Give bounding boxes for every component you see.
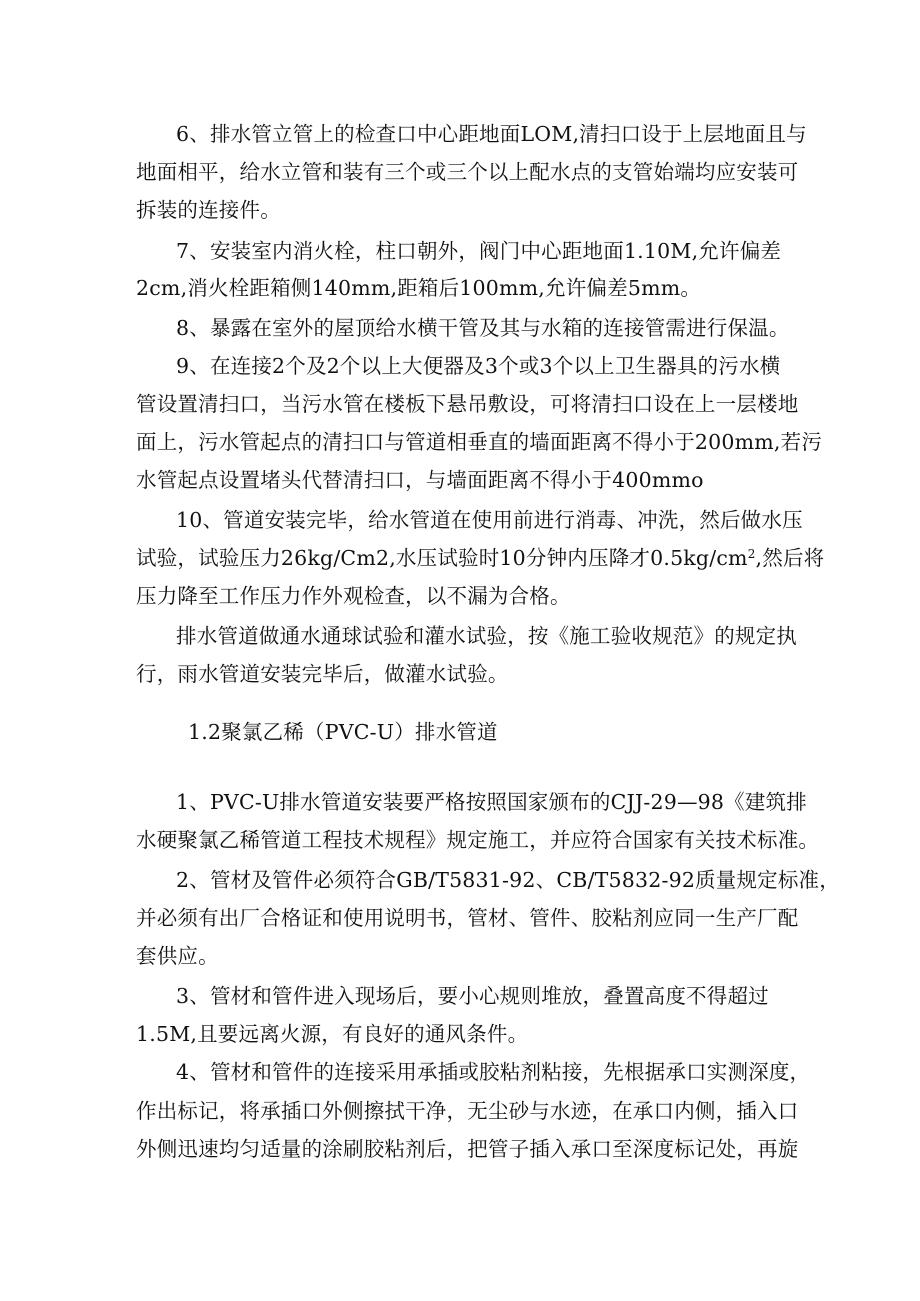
paragraph-6-line-1: 6、排水管立管上的检查口中心距地面LOM,清扫口设于上层地面且与 (176, 122, 807, 146)
section-paragraph-3-line-2: 1.5M,且要远离火源，有良好的通风条件。 (136, 1022, 529, 1046)
section-paragraph-2-line-3: 套供应。 (136, 944, 219, 968)
paragraph-11-line-2: 行，雨水管道安装完毕后，做灌水试验。 (136, 662, 509, 686)
paragraph-8-line-1: 8、暴露在室外的屋顶给水横干管及其与水箱的连接管需进行保温。 (176, 316, 790, 340)
paragraph-10-line-2-text: 试验，试验压力26kg∕Cm2,水压试验时10分钟内压降才0.5kg∕cm (136, 546, 748, 570)
paragraph-9-line-2: 管设置清扫口，当污水管在楼板下悬吊敷设，可将清扫口设在上一层楼地 (136, 392, 799, 416)
section-heading: 1.2聚氯乙稀（PVC-U）排水管道 (188, 720, 498, 744)
section-paragraph-4-line-2: 作出标记，将承插口外侧擦拭干净，无尘砂与水迹，在承口内侧，插入口 (136, 1099, 799, 1123)
paragraph-11-line-1: 排水管道做通水通球试验和灌水试验，按《施工验收规范》的规定执 (176, 624, 797, 648)
paragraph-6-line-3: 拆装的连接件。 (136, 198, 281, 222)
superscript-2: 2 (747, 546, 756, 561)
paragraph-10-line-1: 10、管道安装完毕，给水管道在使用前进行消毒、冲洗，然后做水压 (176, 508, 803, 532)
paragraph-9-line-1: 9、在连接2个及2个以上大便器及3个或3个以上卫生器具的污水横 (176, 354, 781, 378)
paragraph-9-line-3: 面上，污水管起点的清扫口与管道相垂直的墙面距离不得小于200mm,若污 (136, 430, 823, 454)
section-paragraph-2-line-1: 2、管材及管件必须符合GB/T5831-92、CB/T5832-92质量规定标准， (176, 868, 840, 892)
section-paragraph-4-line-1: 4、管材和管件的连接采用承插或胶粘剂粘接，先根据承口实测深度， (176, 1060, 811, 1084)
section-paragraph-1-line-2: 水硬聚氯乙稀管道工程技术规程》规定施工，并应符合国家有关技术标准。 (136, 828, 820, 852)
section-paragraph-1-line-1: 1、PVC-U排水管道安装要严格按照国家颁布的CJJ-29—98《建筑排 (176, 790, 807, 814)
section-paragraph-3-line-1: 3、管材和管件进入现场后，要小心规则堆放，叠置高度不得超过 (176, 984, 769, 1008)
paragraph-10-line-2-tail: ,然后将 (755, 546, 825, 570)
section-paragraph-4-line-3: 外侧迅速均匀适量的涂刷胶粘剂后，把管子插入承口至深度标记处，再旋 (136, 1137, 799, 1161)
paragraph-7-line-1: 7、安装室内消火栓，柱口朝外，阀门中心距地面1.10M,允许偏差 (176, 239, 782, 263)
paragraph-9-line-4: 水管起点设置堵头代替清扫口，与墙面距离不得小于400mmo (136, 468, 704, 492)
paragraph-7-line-2: 2cm,消火栓距箱侧140mm,距箱后100mm,允许偏差5mm。 (136, 276, 702, 300)
paragraph-10-line-2 (136, 540, 920, 576)
paragraph-6-line-2: 地面相平，给水立管和装有三个或三个以上配水点的支管始端均应安装可 (136, 160, 799, 184)
section-paragraph-2-line-2: 并必须有出厂合格证和使用说明书，管材、管件、胶粘剂应同一生产厂配 (136, 906, 799, 930)
paragraph-10-line-3: 压力降至工作压力作外观检查，以不漏为合格。 (136, 584, 571, 608)
